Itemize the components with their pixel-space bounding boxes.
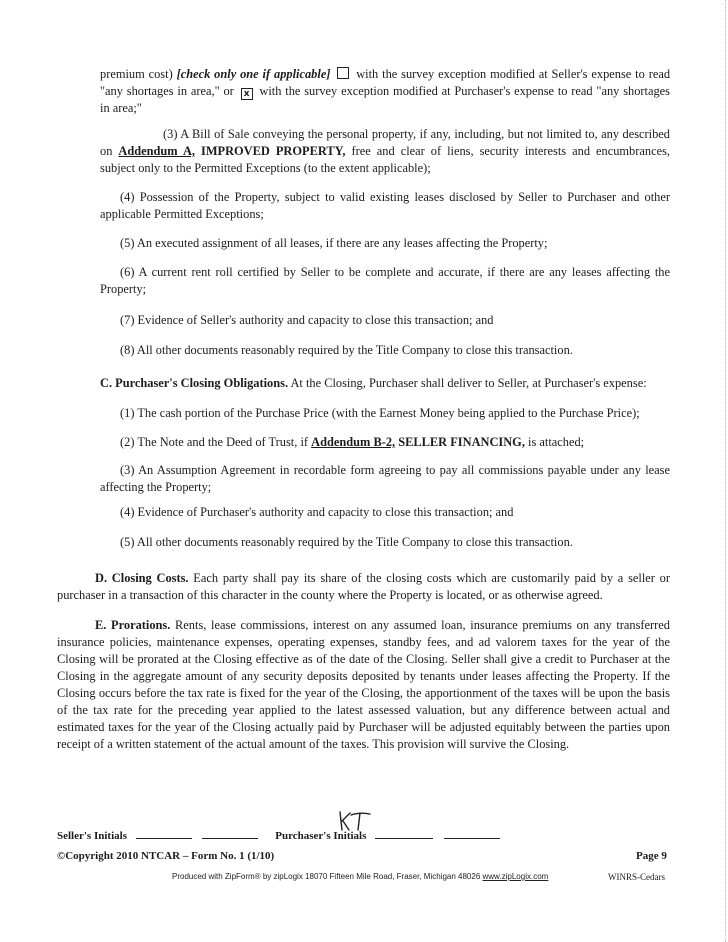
item-note-deed: (2) The Note and the Deed of Trust, if Addendum B-2, SELLER FINANCING, is attached; bbox=[120, 435, 585, 449]
item-possession: (4) Possession of the Property, subject to valid existing leases disclosed by Seller to Purchaser and other applicable Permitted Exceptions; bbox=[100, 190, 670, 221]
initials-row bbox=[57, 828, 500, 842]
checkbox-purchaser-expense[interactable]: x bbox=[241, 88, 253, 100]
copyright-text: ©Copyright 2010 NTCAR – Form No. 1 (1/10) bbox=[57, 850, 275, 862]
item-seller-authority: (7) Evidence of Seller's authority and capacity to close this transaction; and bbox=[120, 313, 494, 327]
section-c-heading: C. Purchaser's Closing Obligations. At the Closing, Purchaser shall deliver to Seller, at Purchaser's expense: bbox=[100, 376, 647, 390]
item-other-documents: (8) All other documents reasonably required by the Title Company to close this transaction. bbox=[120, 343, 573, 357]
file-name: WINRS-Cedars bbox=[608, 872, 665, 882]
item-bill-of-sale: (3) A Bill of Sale conveying the personal property, if any, including, but not limited to, any described on Addendum A, IMPROVED PROPERTY, free and clear of liens, security interests and encumbrances, subject only to the Permitted Exceptions (to the extent applicable); bbox=[100, 127, 670, 175]
item-assignment-leases: (5) An executed assignment of all leases, if there are any leases affecting the Property; bbox=[120, 236, 548, 250]
produced-by-text: Produced with ZipForm® by zipLogix 18070 Fifteen Mile Road, Fraser, Michigan 48026 www.zipLogix.com bbox=[172, 872, 549, 881]
seller-initials-blank-2[interactable] bbox=[202, 828, 258, 839]
ziplogix-link[interactable]: www.zipLogix.com bbox=[482, 872, 549, 881]
item-assumption-agreement: (3) An Assumption Agreement in recordable form agreeing to pay all commissions payable under any lease affecting the Property; bbox=[100, 463, 670, 494]
item-rent-roll: (6) A current rent roll certified by Seller to be complete and accurate, if there are any leases affecting the Property; bbox=[100, 265, 670, 296]
page-number: Page 9 bbox=[636, 850, 667, 862]
handwritten-initials bbox=[336, 808, 376, 834]
item-purchaser-authority: (4) Evidence of Purchaser's authority and capacity to close this transaction; and bbox=[120, 505, 514, 519]
section-d-closing-costs: D. Closing Costs. Each party shall pay its share of the closing costs which are customarily paid by a seller or purchaser in a transaction of this character in the county where the Property is located, or as otherwise agreed. bbox=[57, 571, 670, 602]
survey-exception-paragraph: premium cost) [check only one if applicable] with the survey exception modified at Seller's expense to read "any shortages in area," or x with the survey exception modified at Purchaser's expense to read "any shortages in area;" bbox=[100, 67, 671, 115]
purchaser-initials-label: Purchaser's Initials bbox=[275, 830, 367, 842]
purchaser-initials-blank-1[interactable] bbox=[375, 828, 433, 839]
item-cash-portion: (1) The cash portion of the Purchase Price (with the Earnest Money being applied to the Purchase Price); bbox=[120, 406, 640, 420]
seller-initials-blank-1[interactable] bbox=[136, 828, 192, 839]
item-purchaser-other-documents: (5) All other documents reasonably required by the Title Company to close this transaction. bbox=[120, 535, 573, 549]
purchaser-initials-blank-2[interactable] bbox=[444, 828, 500, 839]
page-edge bbox=[723, 0, 726, 942]
section-e-prorations: E. Prorations. Rents, lease commissions, interest on any assumed loan, insurance premiums on any transferred insurance policies, maintenance expenses, operating expenses, standby fees, and ad valorem taxes for the year of the Closing will be prorated at the Closing effective as of the date of the Closing. Seller shall give a credit to Purchaser at the Closing in the aggregate amount of any security deposits deposited by tenants under leases affecting the Property. If the Closing occurs before the tax rate is fixed for the year of the Closing, the apportionment of the taxes will be upon the basis of the tax rate for the preceding year applied to the latest assessed valuation, but any difference between actual and estimated taxes for the year of the Closing actually paid by Purchaser will be adjusted equitably between the parties upon receipt of a written statement of the actual amount of the taxes. This provision will survive the Closing. bbox=[57, 618, 670, 751]
checkbox-seller-expense[interactable] bbox=[337, 67, 349, 79]
seller-initials-label: Seller's Initials bbox=[57, 830, 127, 842]
